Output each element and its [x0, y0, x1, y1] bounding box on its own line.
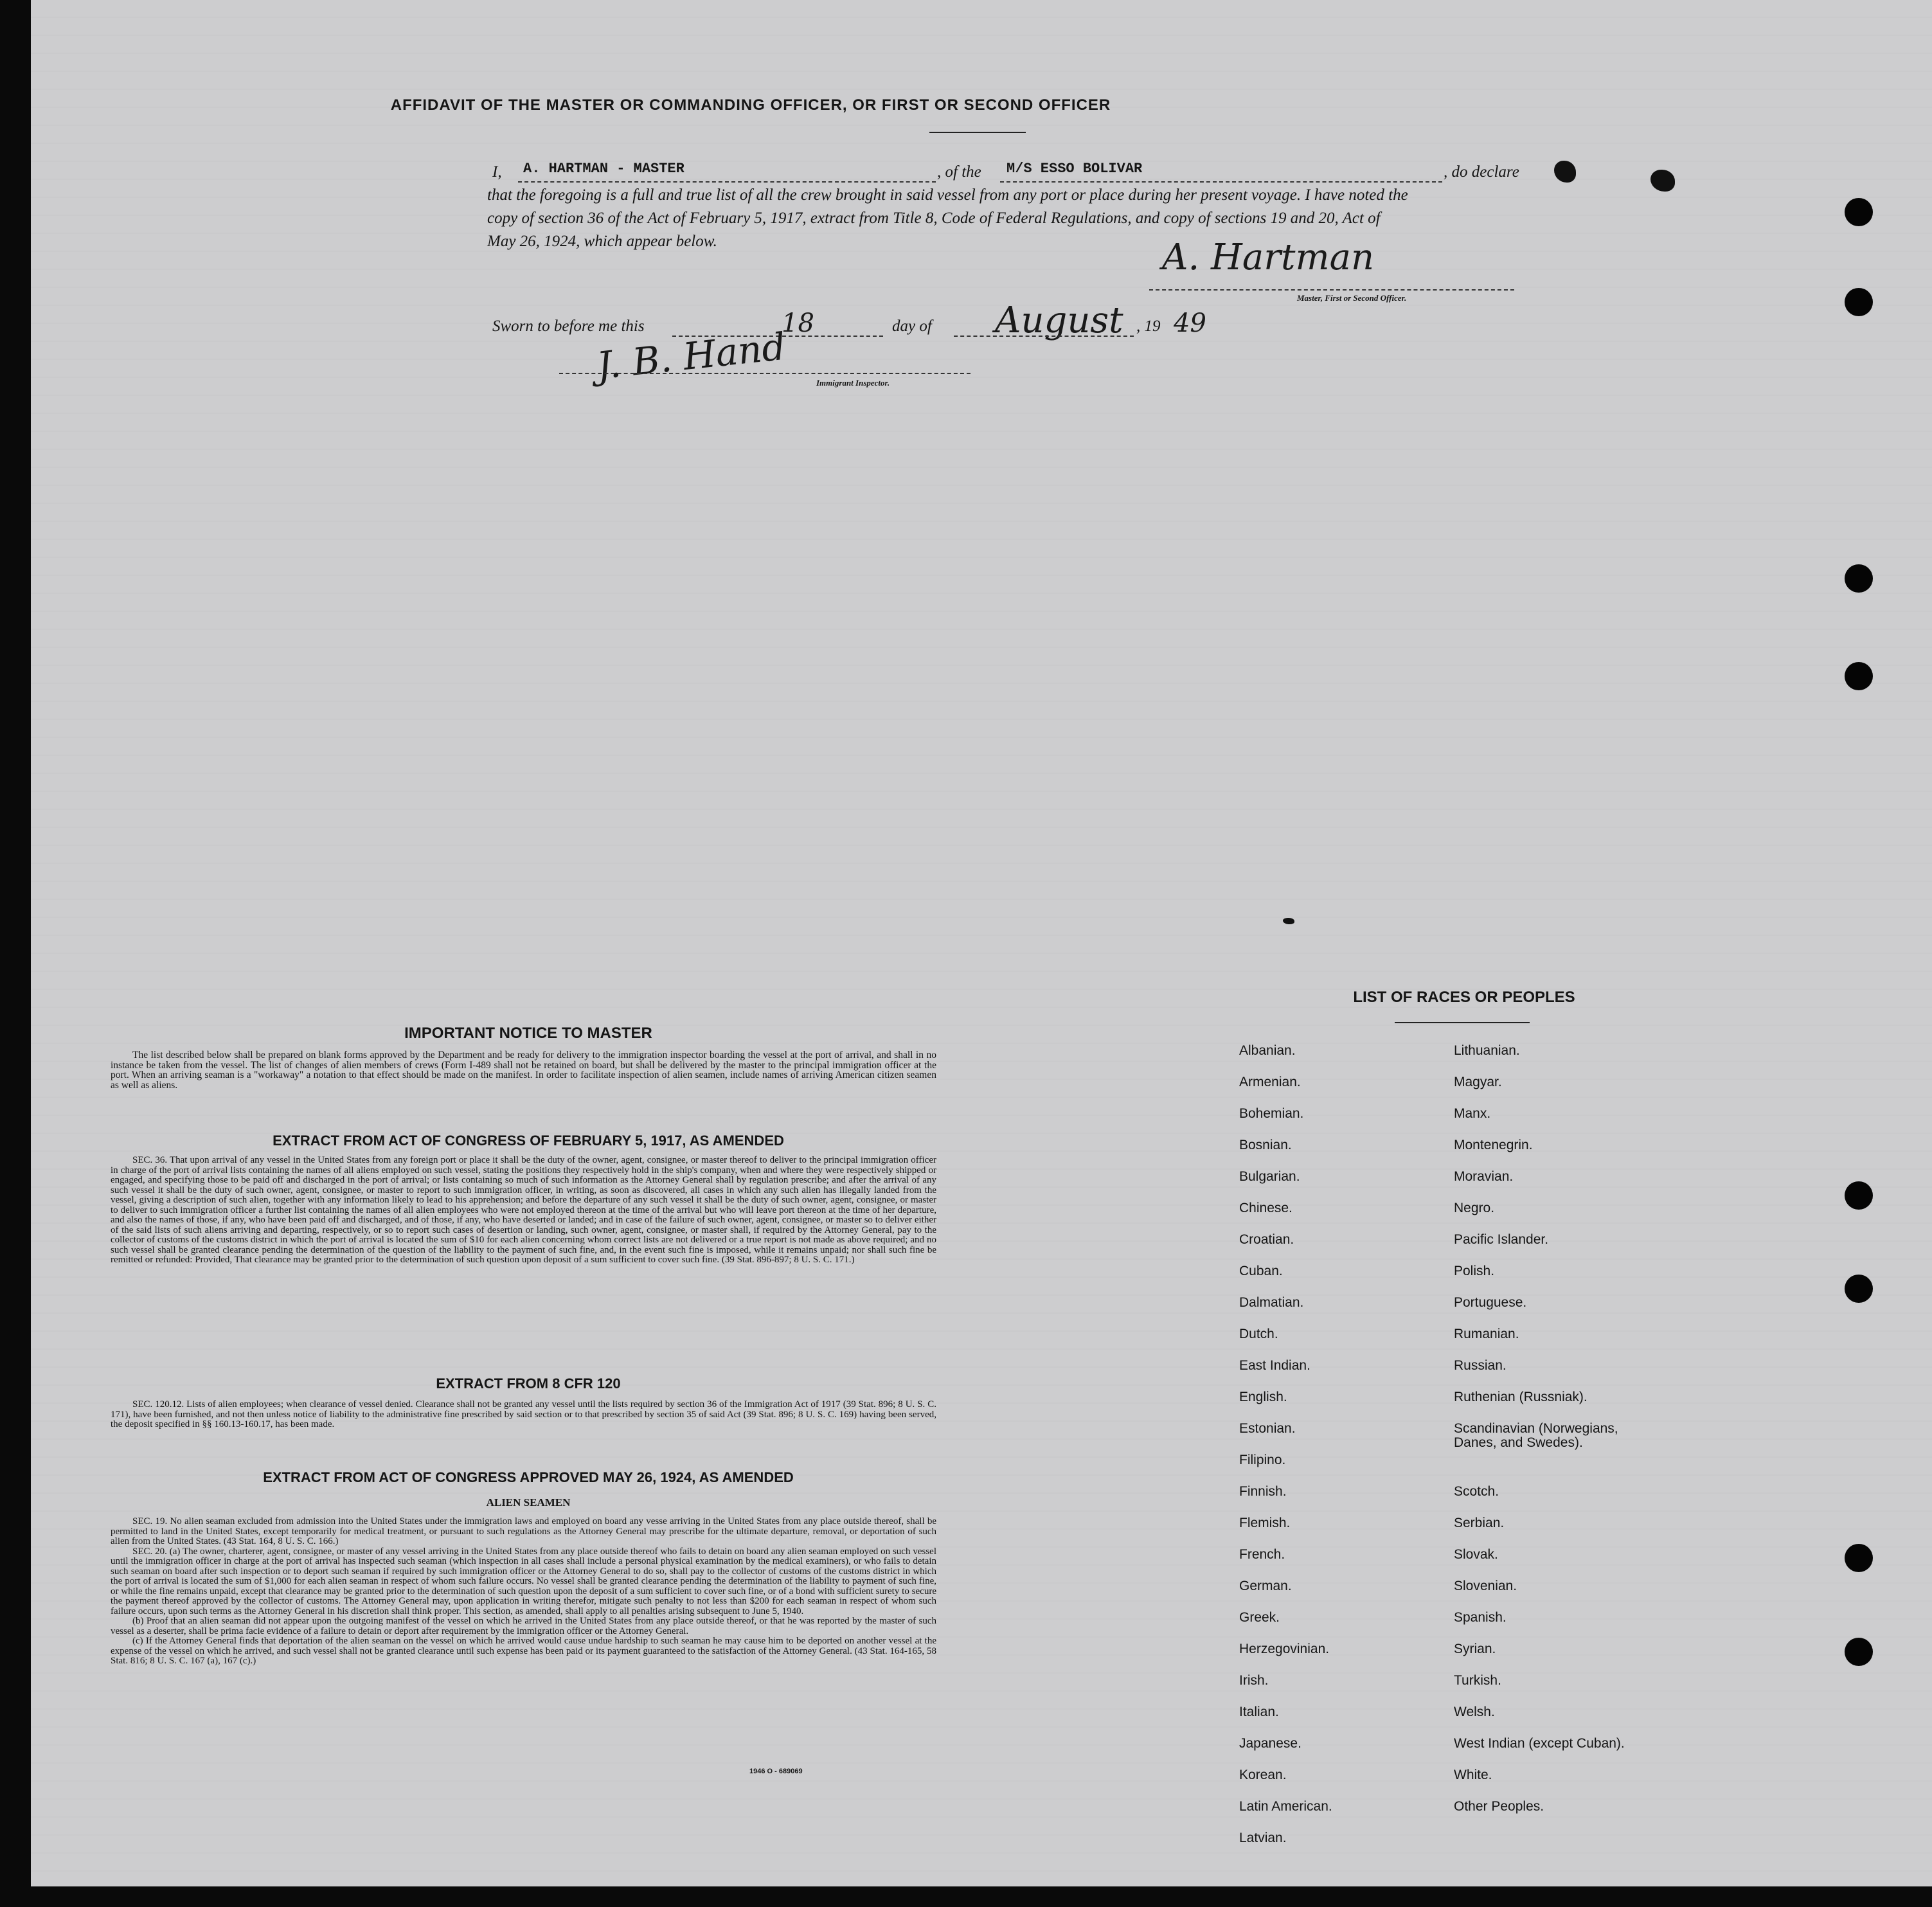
race-item: Korean. [1239, 1768, 1287, 1782]
extract-1917-paragraph: SEC. 36. That upon arrival of any vessel in the United States from any foreign port or place it shall be the duty of the owner, agent, consignee, or master thereof to deliver to the principal immigration officer in charge of the port of arrival lists containing the names of all aliens employed on such vessel, stating the positions they respectively hold in the ship's company, when and where they were respectively shipped or engaged, and specifying those to be paid off and discharged in the port of arrival; or lists containing so much of such information as the Attorney General shall by regulation prescribe; and after the arrival of any such vessel it shall be the duty of such owner, agent, consignee, or master to report to such immigration officer, in writing, as soon as discovered, all cases in which any such alien has illegally landed from the vessel, giving a description of such alien, together with any information likely to lead to his apprehension; and before the departure of any such vessel it shall be the duty of such owner, agent, consignee, or master to deliver to such immigration officer a further list containing the names of all alien employees who were not employed thereon at the time of the arrival but who will leave port thereon at the time of her departure, and also the names of those, if any, who have been paid off and discharged, and of those, if any, who have deserted or landed; and in case of the failure of such owner, agent, consignee, or master so to deliver either of the said lists of such aliens arriving and departing, respectively, or so to report such cases of desertion or landing, such owner, agent, consignee, or master shall, if required by the Attorney General, pay to the collector of customs of the customs district in which the port of arrival is located the sum of $10 for each alien concerning whom correct lists are not delivered or a true report is not made as above required; and no such vessel shall be granted clearance pending the determination of the question of the liability to the payment of such fine, and, in the event such fine is imposed, while it remains unpaid; nor shall such fine be remitted or refunded: Provided, That clearance may be granted prior to the determination of such question upon deposit of a sum sufficient to cover such fine. (39 Stat. 896-897; 8 U. S. C. 171.) [111, 1155, 936, 1265]
race-item: Greek. [1239, 1610, 1280, 1625]
race-item: Scandinavian (Norwegians, Danes, and Swedes). [1454, 1421, 1618, 1450]
race-item: Montenegrin. [1454, 1138, 1533, 1152]
race-item: White. [1454, 1768, 1492, 1782]
punch-hole [1845, 1275, 1873, 1303]
section-20c-paragraph: (c) If the Attorney General finds that deportation of the alien seaman on the vessel on which he arrived would cause undue hardship to such seaman he may cause him to be deported on another vessel at the expense of the vessel on which he arrived, and such vessel shall not be granted clearance until such expense has been paid or its payment guaranteed to the satisfaction of the Attorney General. (43 Stat. 164-165, 58 Stat. 816; 8 U. S. C. 167 (a), 167 (c).) [111, 1636, 936, 1666]
races-title: LIST OF RACES OR PEOPLES [1353, 989, 1575, 1006]
extract-1917-title: EXTRACT FROM ACT OF CONGRESS OF FEBRUARY 5, 1917, AS AMENDED [273, 1133, 784, 1149]
alien-seamen-subtitle: ALIEN SEAMEN [486, 1496, 571, 1509]
race-item: Latin American. [1239, 1799, 1332, 1814]
declaration-line-4: May 26, 1924, which appear below. [487, 233, 717, 250]
race-item: Albanian. [1239, 1043, 1296, 1058]
race-item: Latvian. [1239, 1831, 1287, 1845]
race-item: Flemish. [1239, 1516, 1291, 1530]
section-20a-paragraph: SEC. 20. (a) The owner, charterer, agent, consignee, or master of any vessel arriving in the United States from any place outside thereof who fails to detain on board any alien seaman employed on such vessel until the immigration officer in charge at the port of arrival has inspected such seaman (which inspection in all cases shall include a personal physical examination by the medical examiners), or who fails to detain such seaman on board after such inspection or to deport such seaman if required by such immigration officer or the Attorney General to do so, shall pay to the collector of customs of the customs district in which the port of arrival is located the sum of $1,000 for each alien seaman in respect of whom such failure occurs. No vessel shall be granted clearance pending the determination of the liability to payment of such fine, or while the fine remains unpaid, except that clearance may be granted prior to the determination of such question upon the deposit of a sum sufficient to cover such fine, or of a bond with sufficient surety to secure the payment thereof approved by the collector of customs. The Attorney General may, upon application in writing therefor, mitigate such penalty to not less than $200 for each seaman in respect of whom such failure occurs, upon such terms as the Attorney General in his discretion shall think proper. This section, as amended, shall apply to all penalties arising subsequent to June 5, 1940. [111, 1546, 936, 1616]
race-item: Scotch. [1454, 1484, 1499, 1499]
race-item: Bosnian. [1239, 1138, 1292, 1152]
race-item: French. [1239, 1547, 1285, 1562]
race-item: Chinese. [1239, 1201, 1292, 1215]
sworn-month: August [995, 300, 1123, 341]
declaration-line-2: that the foregoing is a full and true list of all the crew brought in said vessel from any port or place during her present voyage. I have noted the [487, 186, 1408, 204]
race-item: Croatian. [1239, 1232, 1294, 1247]
race-item: Filipino. [1239, 1453, 1286, 1467]
title-rule [929, 132, 1026, 133]
vessel-name-line [1000, 181, 1442, 183]
punch-hole [1845, 1544, 1873, 1572]
day-of-label: day of [892, 318, 932, 335]
race-item: Manx. [1454, 1106, 1491, 1121]
extract-cfr-title: EXTRACT FROM 8 CFR 120 [436, 1375, 621, 1392]
declaration-line-3: copy of section 36 of the Act of February 5, 1917, extract from Title 8, Code of Federal Regulations, and copy of sections 19 and 20, Act of [487, 210, 1381, 227]
race-item: Spanish. [1454, 1610, 1507, 1625]
race-item: East Indian. [1239, 1358, 1310, 1373]
master-name-value: A. HARTMAN - MASTER [523, 161, 684, 177]
race-item: Irish. [1239, 1673, 1269, 1688]
print-code: 1946 O - 689069 [749, 1768, 803, 1775]
sworn-year: 49 [1174, 309, 1206, 338]
inspector-signature-line [559, 373, 970, 374]
extract-1924-title: EXTRACT FROM ACT OF CONGRESS APPROVED MAY 26, 1924, AS AMENDED [263, 1469, 794, 1485]
race-item: Estonian. [1239, 1421, 1296, 1436]
year-prefix: , 19 [1136, 318, 1161, 335]
extract-cfr-paragraph: SEC. 120.12. Lists of alien employees; when clearance of vessel denied. Clearance shall not be granted any vessel until the lists required by section 36 of the Immigration Act of 1917 (39 Stat. 896; 8 U. S. C. 171), have been furnished, and not then unless notice of liability to the administrative fine prescribed by said section or to that prescribed by section 35 of said Act (39 Stat. 896; 8 U. S. C. 169) having been served, the deposit specified in §§ 160.13-160.17, has been made. [111, 1399, 936, 1429]
punch-hole [1845, 564, 1873, 593]
i-label: I, [492, 163, 502, 181]
race-item: Bulgarian. [1239, 1169, 1300, 1184]
sworn-month-line [954, 336, 1134, 337]
punch-hole [1845, 288, 1873, 316]
race-item: Portuguese. [1454, 1295, 1527, 1310]
ink-smudge [1283, 918, 1294, 924]
race-item: Herzegovinian. [1239, 1642, 1330, 1656]
race-item: Moravian. [1454, 1169, 1514, 1184]
of-the-label: , of the [937, 163, 981, 181]
master-signature-line [1149, 289, 1514, 291]
race-item: Slovak. [1454, 1547, 1498, 1562]
race-item: Dutch. [1239, 1327, 1278, 1341]
race-item: Turkish. [1454, 1673, 1501, 1688]
race-item: Italian. [1239, 1705, 1279, 1719]
ink-smudge [1554, 161, 1576, 183]
notice-paragraph: The list described below shall be prepared on blank forms approved by the Department and be ready for delivery to the immigration inspector boarding the vessel at the port of arrival, and shall in no instance be taken from the vessel. The list of changes of alien members of crews (Form I-489 shall not be retained on board, but shall be delivered by the master to the principal immigration officer at the port. When an arriving seaman is a "workaway" a notation to that effect should be made on the manifest. In order to facilitate inspection of alien seamen, include names of arriving American citizen seamen as well as aliens. [111, 1050, 936, 1091]
punch-hole [1845, 1638, 1873, 1666]
race-item: West Indian (except Cuban). [1454, 1736, 1625, 1751]
affidavit-title: AFFIDAVIT OF THE MASTER OR COMMANDING OFFICER, OR FIRST OR SECOND OFFICER [390, 96, 1111, 114]
race-item: Rumanian. [1454, 1327, 1519, 1341]
race-item: Pacific Islander. [1454, 1232, 1549, 1247]
race-item: Bohemian. [1239, 1106, 1304, 1121]
notice-body [111, 1050, 936, 1090]
punch-hole [1845, 662, 1873, 690]
sworn-day: 18 [782, 309, 814, 338]
punch-hole [1845, 198, 1873, 226]
race-item: Welsh. [1454, 1705, 1495, 1719]
master-caption: Master, First or Second Officer. [1297, 293, 1407, 303]
race-item: Japanese. [1239, 1736, 1301, 1751]
race-item: Finnish. [1239, 1484, 1287, 1499]
race-item: Ruthenian (Russniak). [1454, 1390, 1588, 1404]
extract-1917-body [111, 1156, 936, 1266]
race-item: Lithuanian. [1454, 1043, 1520, 1058]
race-item: English. [1239, 1390, 1287, 1404]
race-item: Serbian. [1454, 1516, 1505, 1530]
punch-hole [1845, 1181, 1873, 1210]
form-page [31, 0, 1932, 1886]
inspector-signature: J. B. Hand [595, 324, 788, 388]
master-name-line [518, 181, 936, 183]
race-item: Cuban. [1239, 1264, 1283, 1278]
inspector-caption: Immigrant Inspector. [816, 378, 890, 388]
races-title-rule [1395, 1022, 1530, 1023]
master-signature: A. Hartman [1162, 237, 1375, 278]
race-item: Syrian. [1454, 1642, 1496, 1656]
extract-1924-body [111, 1517, 936, 1667]
race-item: Dalmatian. [1239, 1295, 1304, 1310]
race-item: Armenian. [1239, 1075, 1301, 1089]
race-item: German. [1239, 1579, 1292, 1593]
race-item: Magyar. [1454, 1075, 1502, 1089]
section-19-paragraph: SEC. 19. No alien seaman excluded from admission into the United States under the immigration laws and employed on board any vesse arriving in the United States from any place outside thereof, shall be permitted to land in the United States, except temporarily for medical treatment, or pursuant to such regulations as the Attorney General may prescribe for the ultimate departure, removal, or deportation of such alien from the United States. (43 Stat. 164, 8 U. S. C. 166.) [111, 1516, 936, 1546]
declaration-line-1 [492, 163, 1534, 185]
section-20b-paragraph: (b) Proof that an alien seaman did not appear upon the outgoing manifest of the vessel on which he arrived in the United States from any place outside thereof, or that he was reported by the master of such vessel as a deserter, shall be prima facie evidence of a failure to detain or deport after requirement by the immigration officer or the Attorney General. [111, 1616, 936, 1636]
race-item: Slovenian. [1454, 1579, 1517, 1593]
do-declare-label: , do declare [1444, 163, 1519, 181]
vessel-name-value: M/S ESSO BOLIVAR [1006, 161, 1143, 177]
race-item: Negro. [1454, 1201, 1495, 1215]
sworn-label: Sworn to before me this [492, 318, 645, 335]
race-item: Polish. [1454, 1264, 1495, 1278]
extract-cfr-body [111, 1400, 936, 1430]
notice-title: IMPORTANT NOTICE TO MASTER [404, 1025, 652, 1042]
race-item: Other Peoples. [1454, 1799, 1544, 1814]
ink-smudge [1650, 170, 1675, 192]
race-item: Russian. [1454, 1358, 1507, 1373]
